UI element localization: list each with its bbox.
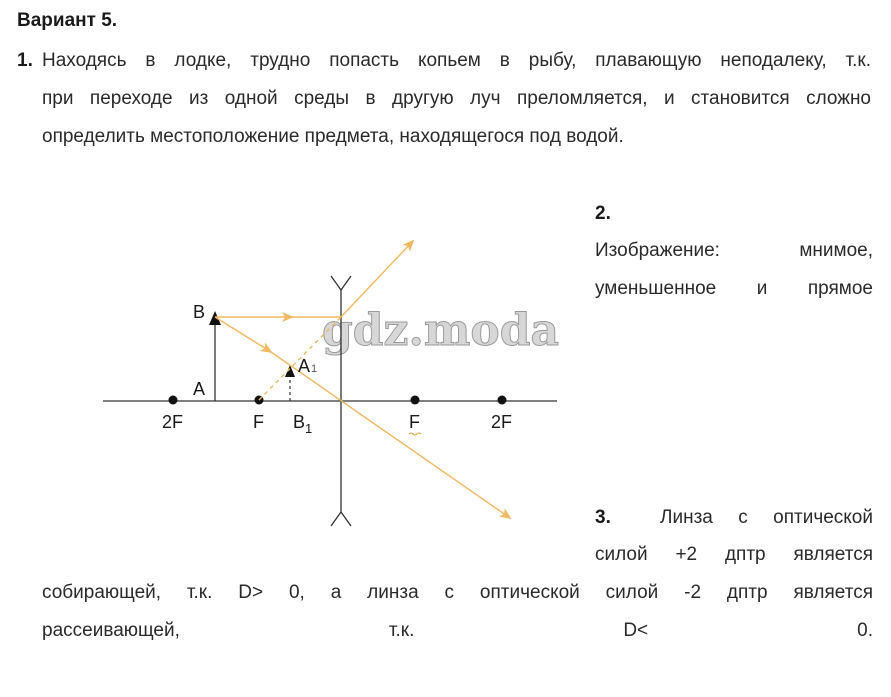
question-1-line-1: Находясь в лодке, трудно попасть копьем в рыбу, плавающую неподалеку, т.к. <box>42 50 871 71</box>
left-2f-point <box>169 396 178 405</box>
right-f-point <box>411 396 420 405</box>
variant-title: Вариант 5. <box>17 10 118 31</box>
label-right-2f: 2F <box>491 412 513 432</box>
question-1-line-3: определить местоположение предмета, находящегося под водой. <box>42 126 624 147</box>
label-b1: B <box>293 412 306 432</box>
label-left-2f: 2F <box>162 412 184 432</box>
question-1-line-2: при переходе из одной среды в другую луч преломляется, и становится сложно <box>42 88 871 109</box>
label-a: A <box>193 379 206 399</box>
label-a1-subscript: 1 <box>311 363 318 375</box>
label-b1-subscript: 1 <box>305 421 313 436</box>
question-3-line-2: силой +2 дптр является <box>595 544 873 565</box>
rays <box>215 241 513 518</box>
spell-underline <box>409 433 421 435</box>
question-3-line-1: Линза с оптической <box>660 507 873 528</box>
label-right-f: F <box>409 412 420 432</box>
question-3-number: 3. <box>595 507 611 528</box>
question-2-line-2: уменьшенное и прямое <box>595 278 873 299</box>
object-arrowhead-icon <box>209 311 221 325</box>
question-2-number: 2. <box>595 203 611 224</box>
ray-center-segment-1 <box>215 317 271 352</box>
right-2f-point <box>498 396 507 405</box>
label-left-f: F <box>253 412 264 432</box>
question-1-number: 1. <box>17 50 33 71</box>
question-3-line-3: собирающей, т.к. D> 0, а линза с оптической силой -2 дптр является <box>42 582 873 603</box>
question-2-line-1: Изображение: мнимое, <box>595 240 873 261</box>
label-a1: A <box>298 356 311 376</box>
question-3-line-4: рассеивающей, т.к. D< 0. <box>42 620 873 641</box>
label-b: B <box>193 302 206 322</box>
watermark: gdz.moda <box>322 305 560 356</box>
